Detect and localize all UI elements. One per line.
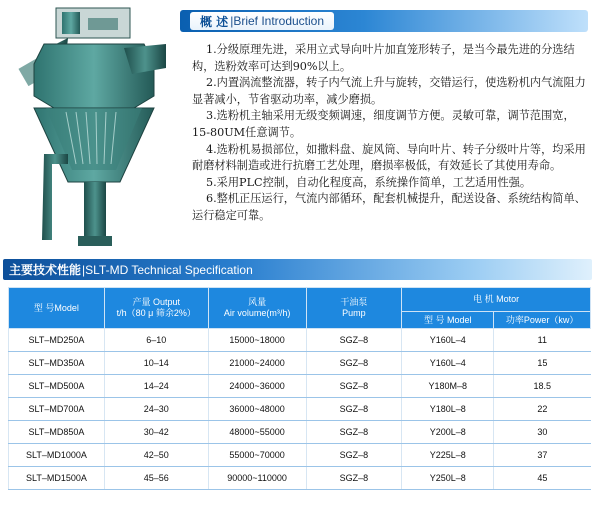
cell-pump: SGZ–8: [306, 352, 402, 375]
cell-motor-model: Y180L–8: [402, 398, 494, 421]
intro-header-bar: [180, 10, 588, 32]
intro-paragraph: 2.内置涡流整流器，转子内气流上升与旋转，交错运行，使选粉机内气流阻力显著减小，节省驱动功率，减少磨损。: [192, 76, 586, 106]
intro-paragraph: 5.采用PLC控制，自动化程度高，系统操作简单，工艺适用性强。: [206, 175, 532, 189]
cell-air-volume: 90000~110000: [208, 467, 306, 490]
intro-paragraph: 6.整机正压运行，气流内部循环，配套机械提升，配送设备、系统结构简单、运行稳定可靠。: [192, 192, 586, 222]
cell-air-volume: 36000~48000: [208, 398, 306, 421]
cell-air-volume: 48000~55000: [208, 421, 306, 444]
cell-pump: SGZ–8: [306, 398, 402, 421]
cell-air-volume: 21000~24000: [208, 352, 306, 375]
cell-output: 30–42: [104, 421, 208, 444]
cell-air-volume: 24000~36000: [208, 375, 306, 398]
cell-model: SLT–MD350A: [9, 352, 105, 375]
cell-motor-power: 45: [494, 467, 591, 490]
table-row: [9, 329, 591, 352]
cell-motor-power: 22: [494, 398, 591, 421]
cell-model: SLT–MD250A: [9, 329, 105, 352]
intro-paragraph: 3.选粉机主轴采用无级变频调速，细度调节方便。灵敏可靠，调节范围宽，15-80UM任意调节。: [192, 109, 575, 139]
spec-title-cn: 主要技术性能: [9, 263, 82, 277]
cell-motor-power: 15: [494, 352, 591, 375]
header-output: 产量 Output t/h（80 μ 筛余2%）: [104, 288, 208, 329]
cell-pump: SGZ–8: [306, 467, 402, 490]
header-motor-model: 型 号 Model: [402, 312, 494, 329]
intro-title-en: |Brief Introduction: [230, 14, 325, 28]
cell-model: SLT–MD1500A: [9, 467, 105, 490]
cell-model: SLT–MD850A: [9, 421, 105, 444]
cell-output: 45–56: [104, 467, 208, 490]
cell-motor-model: Y160L–4: [402, 329, 494, 352]
spec-header-bar: [3, 259, 592, 280]
intro-header-tab: [190, 12, 334, 30]
cell-output: 10–14: [104, 352, 208, 375]
cell-motor-model: Y225L–8: [402, 444, 494, 467]
table-row: [9, 444, 591, 467]
table-row: [9, 375, 591, 398]
cell-pump: SGZ–8: [306, 421, 402, 444]
cell-pump: SGZ–8: [306, 375, 402, 398]
cell-model: SLT–MD700A: [9, 398, 105, 421]
cell-output: 42–50: [104, 444, 208, 467]
cell-motor-power: 18.5: [494, 375, 591, 398]
cell-output: 6–10: [104, 329, 208, 352]
cell-motor-model: Y200L–8: [402, 421, 494, 444]
cell-model: SLT–MD1000A: [9, 444, 105, 467]
intro-title-cn: 概 述: [200, 14, 229, 29]
cell-pump: SGZ–8: [306, 444, 402, 467]
header-air-volume: 风量 Air volume(m³/h): [208, 288, 306, 329]
cell-motor-power: 37: [494, 444, 591, 467]
cell-motor-power: 30: [494, 421, 591, 444]
cell-air-volume: 55000~70000: [208, 444, 306, 467]
table-row: [9, 421, 591, 444]
cell-output: 24–30: [104, 398, 208, 421]
separator-machine-illustration: [4, 4, 174, 252]
header-pump: 干油泵 Pump: [306, 288, 402, 329]
cell-motor-power: 11: [494, 329, 591, 352]
header-motor-power: 功率Power（kw）: [494, 312, 591, 329]
spec-table: [8, 287, 591, 490]
cell-motor-model: Y160L–4: [402, 352, 494, 375]
table-row: [9, 398, 591, 421]
cell-model: SLT–MD500A: [9, 375, 105, 398]
cell-pump: SGZ–8: [306, 329, 402, 352]
cell-air-volume: 15000~18000: [208, 329, 306, 352]
intro-paragraph: 1.分级原理先进，采用立式导向叶片加直笼形转子，是当今最先进的分选结构，选粉效率可达到90%以上。: [192, 43, 575, 73]
cell-motor-model: Y250L–8: [402, 467, 494, 490]
spec-title-en: |SLT-MD Technical Specification: [82, 262, 253, 277]
table-row: [9, 467, 591, 490]
table-row: [9, 352, 591, 375]
header-model: 型 号Model: [9, 288, 105, 329]
intro-paragraph: 4.选粉机易损部位，如撒料盘、旋风筒、导向叶片、转子分级叶片等，均采用耐磨材料制造或进行抗磨工艺处理，磨损率极低，有效延长了其使用寿命。: [192, 142, 586, 173]
cell-motor-model: Y180M–8: [402, 375, 494, 398]
header-motor: 电 机 Motor: [402, 288, 591, 312]
cell-output: 14–24: [104, 375, 208, 398]
intro-text: [192, 42, 588, 225]
